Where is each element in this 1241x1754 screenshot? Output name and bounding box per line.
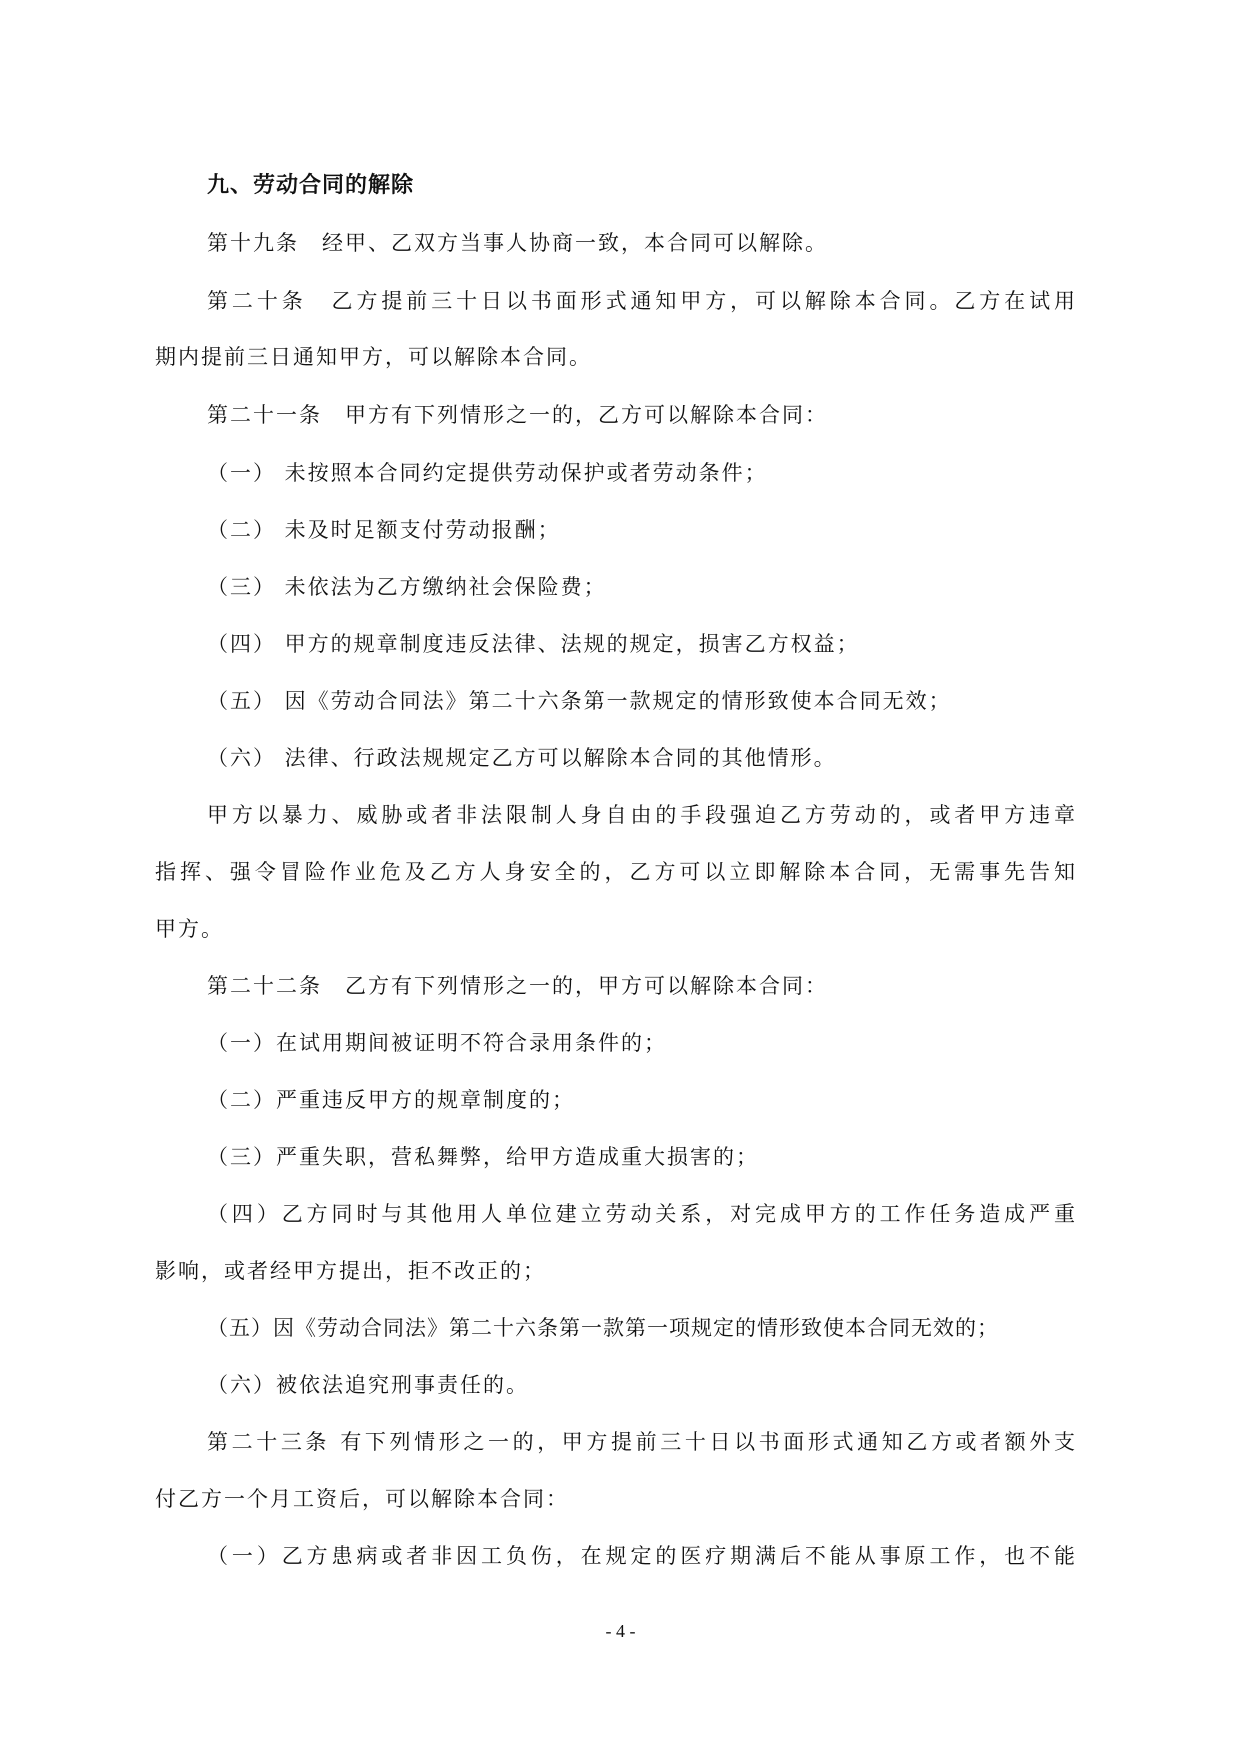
article-21-item-4: （四） 甲方的规章制度违反法律、法规的规定，损害乙方权益； <box>207 632 860 656</box>
article-21: 第二十一条 甲方有下列情形之一的，乙方可以解除本合同： <box>207 403 828 427</box>
article-21-item-2: （二） 未及时足额支付劳动报酬； <box>207 518 561 542</box>
article-22-item-5: （五）因《劳动合同法》第二十六条第一款第一项规定的情形致使本合同无效的； <box>207 1316 999 1340</box>
article-22-item-1: （一）在试用期间被证明不符合录用条件的； <box>207 1031 667 1055</box>
article-20-line-1: 第二十条 乙方提前三十日以书面形式通知甲方，可以解除本合同。乙方在试用 <box>207 289 1077 313</box>
article-21-paragraph-line-1: 甲方以暴力、威胁或者非法限制人身自由的手段强迫乙方劳动的，或者甲方违章 <box>207 803 1077 827</box>
article-19: 第十九条 经甲、乙双方当事人协商一致，本合同可以解除。 <box>207 231 828 255</box>
article-23-line-1: 第二十三条 有下列情形之一的，甲方提前三十日以书面形式通知乙方或者额外支 <box>207 1430 1077 1454</box>
section-heading: 九、劳动合同的解除 <box>207 172 415 198</box>
article-21-item-3: （三） 未依法为乙方缴纳社会保险费； <box>207 575 607 599</box>
article-21-paragraph-line-2: 指挥、强令冒险作业危及乙方人身安全的，乙方可以立即解除本合同，无需事先告知 <box>155 860 1077 884</box>
article-21-paragraph-line-3: 甲方。 <box>155 917 224 941</box>
article-22-item-2: （二）严重违反甲方的规章制度的； <box>207 1088 575 1112</box>
article-23-line-2: 付乙方一个月工资后，可以解除本合同： <box>155 1487 569 1511</box>
article-22: 第二十二条 乙方有下列情形之一的，甲方可以解除本合同： <box>207 974 828 998</box>
article-23-item-1: （一）乙方患病或者非因工负伤，在规定的医疗期满后不能从事原工作，也不能 <box>207 1544 1077 1568</box>
article-22-item-4-line-1: （四）乙方同时与其他用人单位建立劳动关系，对完成甲方的工作任务造成严重 <box>207 1202 1077 1226</box>
article-21-item-1: （一） 未按照本合同约定提供劳动保护或者劳动条件； <box>207 461 768 485</box>
article-22-item-6: （六）被依法追究刑事责任的。 <box>207 1373 529 1397</box>
article-20-line-2: 期内提前三日通知甲方，可以解除本合同。 <box>155 345 592 369</box>
article-22-item-3: （三）严重失职，营私舞弊，给甲方造成重大损害的； <box>207 1145 759 1169</box>
page-number: - 4 - <box>605 1621 636 1641</box>
article-21-item-5: （五） 因《劳动合同法》第二十六条第一款规定的情形致使本合同无效； <box>207 689 952 713</box>
article-22-item-4-line-2: 影响，或者经甲方提出，拒不改正的； <box>155 1259 546 1283</box>
article-21-item-6: （六） 法律、行政法规规定乙方可以解除本合同的其他情形。 <box>207 746 837 770</box>
